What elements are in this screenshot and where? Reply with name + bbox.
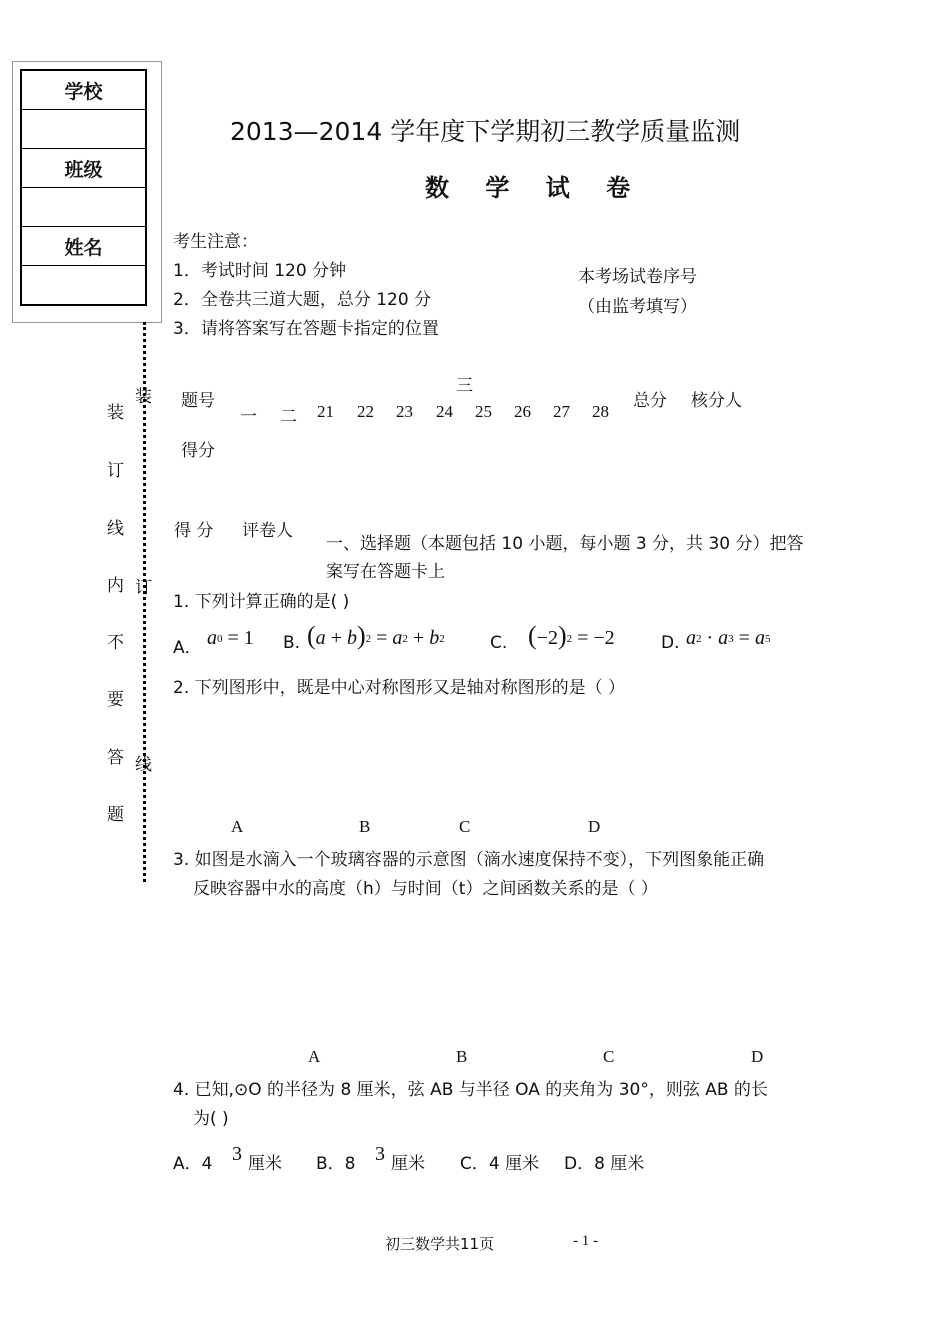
line-mark-zhuang: 装 — [135, 387, 152, 407]
question-3-stem-cont: 反映容器中水的高度（h）与时间（t）之间函数关系的是（ ） — [193, 879, 658, 899]
question-4-stem-cont: 为( ) — [193, 1109, 229, 1129]
section-score-label: 得 分 — [174, 521, 214, 541]
score-col: 26 — [514, 402, 531, 421]
question-2-stem: 2. 下列图形中，既是中心对称图形又是轴对称图形的是（ ） — [173, 678, 626, 698]
binding-char: 要 — [107, 690, 124, 710]
q1-option-b-formula: $(a + b)^2 = a^2 + b^2$ — [307, 621, 445, 650]
section-grader-label: 评卷人 — [242, 521, 293, 541]
footer-page-number: - 1 - — [573, 1233, 598, 1249]
q1-option-c-label: C. — [490, 633, 508, 653]
q2-option-label: A — [231, 817, 244, 836]
school-label: 学校 — [21, 70, 146, 110]
binding-char: 线 — [107, 519, 124, 539]
q1-option-d-formula: $a^2 \cdot a^3 = a^5$ — [686, 627, 771, 649]
score-col: 二 — [280, 407, 297, 427]
q1-option-a-label: A． — [173, 638, 202, 658]
footer-page-count: 初三数学共11页 — [385, 1235, 495, 1253]
q1-option-c-formula: $(-2)^2 = -2$ — [528, 621, 615, 650]
school-field[interactable] — [21, 110, 146, 149]
score-col: 27 — [553, 402, 570, 421]
score-group-header: 三 — [456, 376, 473, 396]
serial-label: 本考场试卷序号 — [578, 267, 697, 287]
binding-char: 答 — [107, 748, 124, 768]
q4-option-c: C．4 厘米 — [460, 1154, 540, 1174]
score-col: 28 — [592, 402, 609, 421]
binding-char: 订 — [107, 461, 124, 481]
q3-option-label: C — [603, 1047, 615, 1066]
q1-option-b-label: B. — [283, 633, 301, 653]
line-mark-xian: 线 — [135, 755, 152, 775]
score-col: 一 — [240, 407, 257, 427]
score-row-label: 题号 — [181, 391, 215, 411]
question-4-stem: 4. 已知,⊙O 的半径为 8 厘米，弦 AB 与半径 OA 的夹角为 30°，则弦 AB 的长 — [173, 1080, 768, 1100]
score-col: 21 — [317, 402, 334, 421]
score-total: 总分 — [633, 391, 667, 411]
score-col: 22 — [357, 402, 374, 421]
q4-option-d: D．8 厘米 — [564, 1154, 645, 1174]
notice-item: 2．全卷共三道大题，总分 120 分 — [173, 290, 432, 310]
binding-char: 不 — [107, 633, 124, 653]
q4-option-a-radicand: 3 — [232, 1143, 242, 1165]
name-field[interactable] — [21, 266, 146, 306]
score-row-label: 得分 — [181, 441, 215, 461]
q1-option-a-formula: $a^0 = 1$ — [207, 627, 254, 649]
section-heading: 一、选择题（本题包括 10 小题，每小题 3 分，共 30 分）把答 — [326, 534, 804, 554]
q3-option-label: B — [456, 1047, 468, 1066]
name-label: 姓名 — [21, 227, 146, 266]
score-checker: 核分人 — [691, 391, 742, 411]
serial-note: （由监考填写） — [578, 297, 697, 317]
q4-option-b-radicand: 3 — [375, 1143, 385, 1165]
notice-item: 3．请将答案写在答题卡指定的位置 — [173, 319, 439, 339]
q3-option-label: A — [308, 1047, 321, 1066]
q4-option-a: A．4 — [173, 1154, 213, 1174]
binding-char: 装 — [107, 403, 124, 423]
question-1-stem: 1. 下列计算正确的是( ) — [173, 592, 350, 612]
score-col: 24 — [436, 402, 453, 421]
q3-option-label: D — [751, 1047, 764, 1066]
student-info-table — [20, 69, 147, 306]
q4-option-b-unit: 厘米 — [391, 1154, 425, 1174]
q4-option-a-unit: 厘米 — [248, 1154, 282, 1174]
class-label: 班级 — [21, 149, 146, 188]
score-col: 25 — [475, 402, 492, 421]
score-col: 23 — [396, 402, 413, 421]
notice-heading: 考生注意： — [173, 232, 258, 252]
exam-subtitle: 数 学 试 卷 — [425, 174, 645, 202]
q1-option-d-label: D. — [661, 633, 680, 653]
exam-title: 2013—2014 学年度下学期初三教学质量监测 — [230, 117, 741, 146]
q2-option-label: B — [359, 817, 371, 836]
notice-item: 1．考试时间 120 分钟 — [173, 261, 347, 281]
class-field[interactable] — [21, 188, 146, 227]
q4-option-b: B．8 — [316, 1154, 356, 1174]
section-heading-cont: 案写在答题卡上 — [326, 562, 445, 582]
line-mark-ding: 订 — [135, 578, 152, 598]
binding-char: 内 — [107, 576, 124, 596]
question-3-stem: 3. 如图是水滴入一个玻璃容器的示意图（滴水速度保持不变），下列图象能正确 — [173, 850, 765, 870]
binding-char: 题 — [107, 805, 124, 825]
q2-option-label: C — [459, 817, 471, 836]
q2-option-label: D — [588, 817, 601, 836]
